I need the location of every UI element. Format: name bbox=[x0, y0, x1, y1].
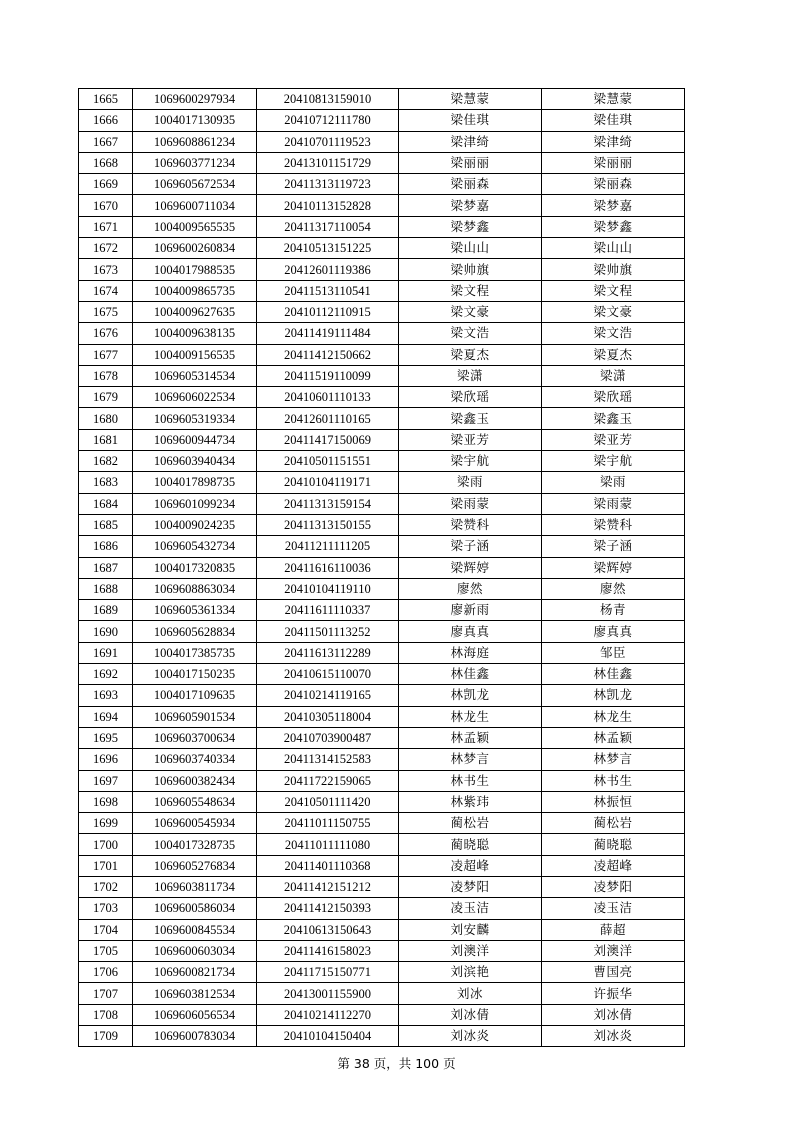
cell-id-number: 1004009565535 bbox=[133, 216, 257, 237]
cell-sequence: 1676 bbox=[79, 323, 133, 344]
cell-sequence: 1680 bbox=[79, 408, 133, 429]
cell-name-confirm: 梁帅旗 bbox=[542, 259, 685, 280]
cell-exam-number: 20410615110070 bbox=[257, 664, 399, 685]
cell-exam-number: 20411722159065 bbox=[257, 770, 399, 791]
cell-sequence: 1677 bbox=[79, 344, 133, 365]
cell-name-confirm: 邹臣 bbox=[542, 642, 685, 663]
cell-sequence: 1679 bbox=[79, 387, 133, 408]
cell-exam-number: 20413001155900 bbox=[257, 983, 399, 1004]
cell-name: 刘安麟 bbox=[399, 919, 542, 940]
cell-name: 林紫玮 bbox=[399, 791, 542, 812]
cell-sequence: 1694 bbox=[79, 706, 133, 727]
table-row bbox=[79, 514, 685, 535]
cell-name: 廖新雨 bbox=[399, 600, 542, 621]
cell-name-confirm: 廖真真 bbox=[542, 621, 685, 642]
cell-id-number: 1069605314534 bbox=[133, 365, 257, 386]
cell-sequence: 1668 bbox=[79, 152, 133, 173]
cell-id-number: 1069603771234 bbox=[133, 152, 257, 173]
cell-exam-number: 20412601110165 bbox=[257, 408, 399, 429]
cell-sequence: 1709 bbox=[79, 1026, 133, 1047]
table-row bbox=[79, 727, 685, 748]
cell-name: 梁津绮 bbox=[399, 131, 542, 152]
table-row bbox=[79, 749, 685, 770]
cell-id-number: 1069603812534 bbox=[133, 983, 257, 1004]
cell-id-number: 1069606056534 bbox=[133, 1004, 257, 1025]
cell-sequence: 1681 bbox=[79, 429, 133, 450]
cell-id-number: 1069608861234 bbox=[133, 131, 257, 152]
cell-name: 蔺松岩 bbox=[399, 813, 542, 834]
table-row bbox=[79, 642, 685, 663]
cell-sequence: 1672 bbox=[79, 238, 133, 259]
table-row bbox=[79, 344, 685, 365]
cell-id-number: 1069605901534 bbox=[133, 706, 257, 727]
cell-name: 梁亚芳 bbox=[399, 429, 542, 450]
cell-id-number: 1004009627635 bbox=[133, 301, 257, 322]
cell-sequence: 1696 bbox=[79, 749, 133, 770]
cell-sequence: 1674 bbox=[79, 280, 133, 301]
cell-sequence: 1683 bbox=[79, 472, 133, 493]
cell-name: 梁梦嘉 bbox=[399, 195, 542, 216]
cell-exam-number: 20411611110337 bbox=[257, 600, 399, 621]
cell-name-confirm: 林书生 bbox=[542, 770, 685, 791]
cell-id-number: 1069603700634 bbox=[133, 727, 257, 748]
cell-sequence: 1695 bbox=[79, 727, 133, 748]
cell-name: 刘冰倩 bbox=[399, 1004, 542, 1025]
cell-id-number: 1069600845534 bbox=[133, 919, 257, 940]
cell-name-confirm: 梁欣瑶 bbox=[542, 387, 685, 408]
cell-id-number: 1069605672534 bbox=[133, 174, 257, 195]
cell-name: 凌玉洁 bbox=[399, 898, 542, 919]
cell-name: 林海庭 bbox=[399, 642, 542, 663]
table-row bbox=[79, 557, 685, 578]
cell-name: 廖真真 bbox=[399, 621, 542, 642]
table-row bbox=[79, 1026, 685, 1047]
table-row bbox=[79, 216, 685, 237]
cell-id-number: 1069603811734 bbox=[133, 876, 257, 897]
cell-id-number: 1069600382434 bbox=[133, 770, 257, 791]
cell-name-confirm: 梁津绮 bbox=[542, 131, 685, 152]
cell-name: 刘冰 bbox=[399, 983, 542, 1004]
cell-name-confirm: 蔺松岩 bbox=[542, 813, 685, 834]
cell-id-number: 1069603740334 bbox=[133, 749, 257, 770]
cell-name-confirm: 凌梦阳 bbox=[542, 876, 685, 897]
cell-name-confirm: 梁慧蒙 bbox=[542, 89, 685, 110]
table-row bbox=[79, 408, 685, 429]
cell-exam-number: 20411317110054 bbox=[257, 216, 399, 237]
cell-id-number: 1069600711034 bbox=[133, 195, 257, 216]
cell-name: 刘冰炎 bbox=[399, 1026, 542, 1047]
cell-exam-number: 20410501151551 bbox=[257, 451, 399, 472]
table-row bbox=[79, 621, 685, 642]
cell-name-confirm: 梁子涵 bbox=[542, 536, 685, 557]
cell-sequence: 1692 bbox=[79, 664, 133, 685]
cell-name: 梁文浩 bbox=[399, 323, 542, 344]
cell-name-confirm: 梁文豪 bbox=[542, 301, 685, 322]
cell-name-confirm: 梁丽丽 bbox=[542, 152, 685, 173]
cell-exam-number: 20410712111780 bbox=[257, 110, 399, 131]
cell-id-number: 1004009156535 bbox=[133, 344, 257, 365]
cell-sequence: 1669 bbox=[79, 174, 133, 195]
cell-sequence: 1707 bbox=[79, 983, 133, 1004]
cell-name: 梁佳琪 bbox=[399, 110, 542, 131]
cell-name-confirm: 林振恒 bbox=[542, 791, 685, 812]
cell-name-confirm: 凌玉洁 bbox=[542, 898, 685, 919]
roster-table-container bbox=[78, 88, 684, 1047]
table-row bbox=[79, 280, 685, 301]
cell-sequence: 1670 bbox=[79, 195, 133, 216]
table-row bbox=[79, 791, 685, 812]
cell-sequence: 1703 bbox=[79, 898, 133, 919]
cell-name: 林书生 bbox=[399, 770, 542, 791]
table-row bbox=[79, 174, 685, 195]
cell-sequence: 1691 bbox=[79, 642, 133, 663]
cell-exam-number: 20411412151212 bbox=[257, 876, 399, 897]
cell-name-confirm: 凌超峰 bbox=[542, 855, 685, 876]
cell-id-number: 1069600545934 bbox=[133, 813, 257, 834]
cell-name: 梁鑫玉 bbox=[399, 408, 542, 429]
table-row bbox=[79, 876, 685, 897]
cell-name: 梁丽森 bbox=[399, 174, 542, 195]
cell-id-number: 1069600260834 bbox=[133, 238, 257, 259]
table-row bbox=[79, 152, 685, 173]
cell-exam-number: 20411419111484 bbox=[257, 323, 399, 344]
table-row bbox=[79, 983, 685, 1004]
cell-id-number: 1004017150235 bbox=[133, 664, 257, 685]
cell-exam-number: 20411715150771 bbox=[257, 962, 399, 983]
table-row bbox=[79, 89, 685, 110]
cell-exam-number: 20411313150155 bbox=[257, 514, 399, 535]
cell-id-number: 1004017385735 bbox=[133, 642, 257, 663]
cell-name-confirm: 梁鑫玉 bbox=[542, 408, 685, 429]
cell-sequence: 1687 bbox=[79, 557, 133, 578]
table-row bbox=[79, 706, 685, 727]
cell-name-confirm: 林佳鑫 bbox=[542, 664, 685, 685]
cell-name: 梁雨 bbox=[399, 472, 542, 493]
cell-id-number: 1004009638135 bbox=[133, 323, 257, 344]
cell-id-number: 1069600783034 bbox=[133, 1026, 257, 1047]
cell-name: 梁欣瑶 bbox=[399, 387, 542, 408]
cell-name: 梁赞科 bbox=[399, 514, 542, 535]
cell-exam-number: 20410214119165 bbox=[257, 685, 399, 706]
cell-exam-number: 20411412150662 bbox=[257, 344, 399, 365]
cell-exam-number: 20411011150755 bbox=[257, 813, 399, 834]
cell-id-number: 1069603940434 bbox=[133, 451, 257, 472]
cell-name-confirm: 梁辉婷 bbox=[542, 557, 685, 578]
cell-exam-number: 20410104119110 bbox=[257, 578, 399, 599]
cell-exam-number: 20410112110915 bbox=[257, 301, 399, 322]
cell-name-confirm: 梁梦嘉 bbox=[542, 195, 685, 216]
cell-name: 林佳鑫 bbox=[399, 664, 542, 685]
cell-sequence: 1699 bbox=[79, 813, 133, 834]
cell-name: 梁丽丽 bbox=[399, 152, 542, 173]
table-row bbox=[79, 578, 685, 599]
cell-exam-number: 20410104119171 bbox=[257, 472, 399, 493]
cell-name-confirm: 曹国亮 bbox=[542, 962, 685, 983]
cell-name-confirm: 梁文浩 bbox=[542, 323, 685, 344]
cell-name: 梁帅旗 bbox=[399, 259, 542, 280]
cell-id-number: 1069600297934 bbox=[133, 89, 257, 110]
cell-exam-number: 20410703900487 bbox=[257, 727, 399, 748]
cell-sequence: 1682 bbox=[79, 451, 133, 472]
table-row bbox=[79, 536, 685, 557]
table-row bbox=[79, 323, 685, 344]
table-row bbox=[79, 301, 685, 322]
cell-exam-number: 20411417150069 bbox=[257, 429, 399, 450]
cell-name-confirm: 梁雨 bbox=[542, 472, 685, 493]
cell-name-confirm: 杨青 bbox=[542, 600, 685, 621]
cell-sequence: 1685 bbox=[79, 514, 133, 535]
table-row bbox=[79, 664, 685, 685]
cell-name-confirm: 林孟颖 bbox=[542, 727, 685, 748]
cell-name-confirm: 梁丽森 bbox=[542, 174, 685, 195]
cell-name: 林孟颖 bbox=[399, 727, 542, 748]
cell-name: 梁潇 bbox=[399, 365, 542, 386]
table-row bbox=[79, 451, 685, 472]
cell-name-confirm: 梁亚芳 bbox=[542, 429, 685, 450]
cell-name-confirm: 梁潇 bbox=[542, 365, 685, 386]
cell-exam-number: 20411313119723 bbox=[257, 174, 399, 195]
cell-sequence: 1684 bbox=[79, 493, 133, 514]
cell-sequence: 1675 bbox=[79, 301, 133, 322]
cell-name: 蔺晓聪 bbox=[399, 834, 542, 855]
cell-name: 梁子涵 bbox=[399, 536, 542, 557]
cell-name: 廖然 bbox=[399, 578, 542, 599]
cell-exam-number: 20410214112270 bbox=[257, 1004, 399, 1025]
cell-id-number: 1069605548634 bbox=[133, 791, 257, 812]
cell-id-number: 1004017130935 bbox=[133, 110, 257, 131]
cell-sequence: 1701 bbox=[79, 855, 133, 876]
cell-exam-number: 20411211111205 bbox=[257, 536, 399, 557]
cell-id-number: 1069601099234 bbox=[133, 493, 257, 514]
cell-exam-number: 20412601119386 bbox=[257, 259, 399, 280]
table-row bbox=[79, 472, 685, 493]
cell-id-number: 1069605319334 bbox=[133, 408, 257, 429]
cell-name-confirm: 蔺晓聪 bbox=[542, 834, 685, 855]
table-row bbox=[79, 940, 685, 961]
cell-name-confirm: 林龙生 bbox=[542, 706, 685, 727]
cell-sequence: 1702 bbox=[79, 876, 133, 897]
cell-name: 刘滨艳 bbox=[399, 962, 542, 983]
cell-id-number: 1004017988535 bbox=[133, 259, 257, 280]
cell-sequence: 1704 bbox=[79, 919, 133, 940]
table-row bbox=[79, 195, 685, 216]
cell-name: 林凯龙 bbox=[399, 685, 542, 706]
cell-name-confirm: 梁宇航 bbox=[542, 451, 685, 472]
cell-id-number: 1004017109635 bbox=[133, 685, 257, 706]
cell-name: 梁山山 bbox=[399, 238, 542, 259]
cell-exam-number: 20411416158023 bbox=[257, 940, 399, 961]
cell-exam-number: 20410613150643 bbox=[257, 919, 399, 940]
cell-name: 梁宇航 bbox=[399, 451, 542, 472]
cell-id-number: 1004017320835 bbox=[133, 557, 257, 578]
cell-name-confirm: 薛超 bbox=[542, 919, 685, 940]
cell-name: 刘澳洋 bbox=[399, 940, 542, 961]
cell-name-confirm: 刘冰倩 bbox=[542, 1004, 685, 1025]
cell-id-number: 1069608863034 bbox=[133, 578, 257, 599]
cell-exam-number: 20411412150393 bbox=[257, 898, 399, 919]
cell-name: 凌梦阳 bbox=[399, 876, 542, 897]
cell-id-number: 1004009024235 bbox=[133, 514, 257, 535]
roster-table-body bbox=[79, 89, 685, 1047]
cell-sequence: 1690 bbox=[79, 621, 133, 642]
cell-name: 梁雨蒙 bbox=[399, 493, 542, 514]
cell-name-confirm: 廖然 bbox=[542, 578, 685, 599]
cell-name-confirm: 林凯龙 bbox=[542, 685, 685, 706]
table-row bbox=[79, 259, 685, 280]
cell-id-number: 1069600944734 bbox=[133, 429, 257, 450]
cell-name-confirm: 梁赞科 bbox=[542, 514, 685, 535]
roster-table bbox=[78, 88, 685, 1047]
cell-exam-number: 20410305118004 bbox=[257, 706, 399, 727]
cell-sequence: 1673 bbox=[79, 259, 133, 280]
cell-sequence: 1665 bbox=[79, 89, 133, 110]
cell-exam-number: 20410513151225 bbox=[257, 238, 399, 259]
cell-name-confirm: 梁梦鑫 bbox=[542, 216, 685, 237]
cell-id-number: 1069600603034 bbox=[133, 940, 257, 961]
cell-sequence: 1667 bbox=[79, 131, 133, 152]
cell-id-number: 1004017328735 bbox=[133, 834, 257, 855]
table-row bbox=[79, 493, 685, 514]
cell-name-confirm: 林梦言 bbox=[542, 749, 685, 770]
cell-name: 梁夏杰 bbox=[399, 344, 542, 365]
cell-exam-number: 20410501111420 bbox=[257, 791, 399, 812]
cell-sequence: 1686 bbox=[79, 536, 133, 557]
cell-id-number: 1069600586034 bbox=[133, 898, 257, 919]
cell-name: 梁辉婷 bbox=[399, 557, 542, 578]
cell-exam-number: 20410813159010 bbox=[257, 89, 399, 110]
cell-sequence: 1697 bbox=[79, 770, 133, 791]
cell-sequence: 1700 bbox=[79, 834, 133, 855]
cell-name: 林梦言 bbox=[399, 749, 542, 770]
cell-id-number: 1069600821734 bbox=[133, 962, 257, 983]
table-row bbox=[79, 919, 685, 940]
cell-name-confirm: 梁夏杰 bbox=[542, 344, 685, 365]
cell-exam-number: 20411314152583 bbox=[257, 749, 399, 770]
table-row bbox=[79, 855, 685, 876]
cell-name-confirm: 梁文程 bbox=[542, 280, 685, 301]
table-row bbox=[79, 110, 685, 131]
cell-sequence: 1671 bbox=[79, 216, 133, 237]
table-row bbox=[79, 238, 685, 259]
cell-id-number: 1069606022534 bbox=[133, 387, 257, 408]
cell-name-confirm: 许振华 bbox=[542, 983, 685, 1004]
table-row bbox=[79, 429, 685, 450]
cell-exam-number: 20410104150404 bbox=[257, 1026, 399, 1047]
cell-id-number: 1069605432734 bbox=[133, 536, 257, 557]
cell-name: 凌超峰 bbox=[399, 855, 542, 876]
table-row bbox=[79, 813, 685, 834]
cell-sequence: 1678 bbox=[79, 365, 133, 386]
cell-exam-number: 20411519110099 bbox=[257, 365, 399, 386]
cell-name: 林龙生 bbox=[399, 706, 542, 727]
table-row bbox=[79, 387, 685, 408]
table-row bbox=[79, 685, 685, 706]
cell-sequence: 1708 bbox=[79, 1004, 133, 1025]
cell-exam-number: 20411513110541 bbox=[257, 280, 399, 301]
cell-id-number: 1004009865735 bbox=[133, 280, 257, 301]
table-row bbox=[79, 898, 685, 919]
table-row bbox=[79, 770, 685, 791]
cell-sequence: 1666 bbox=[79, 110, 133, 131]
cell-name: 梁慧蒙 bbox=[399, 89, 542, 110]
page-footer: 第 38 页，共 100 页 bbox=[337, 1056, 456, 1071]
cell-exam-number: 20411613112289 bbox=[257, 642, 399, 663]
cell-id-number: 1069605628834 bbox=[133, 621, 257, 642]
cell-exam-number: 20410701119523 bbox=[257, 131, 399, 152]
table-row bbox=[79, 1004, 685, 1025]
cell-name: 梁文程 bbox=[399, 280, 542, 301]
cell-exam-number: 20410113152828 bbox=[257, 195, 399, 216]
cell-sequence: 1693 bbox=[79, 685, 133, 706]
cell-name-confirm: 刘澳洋 bbox=[542, 940, 685, 961]
cell-sequence: 1688 bbox=[79, 578, 133, 599]
cell-sequence: 1706 bbox=[79, 962, 133, 983]
table-row bbox=[79, 962, 685, 983]
cell-name: 梁文豪 bbox=[399, 301, 542, 322]
cell-id-number: 1069605276834 bbox=[133, 855, 257, 876]
table-row bbox=[79, 834, 685, 855]
cell-id-number: 1004017898735 bbox=[133, 472, 257, 493]
table-row bbox=[79, 365, 685, 386]
cell-sequence: 1689 bbox=[79, 600, 133, 621]
cell-sequence: 1705 bbox=[79, 940, 133, 961]
cell-exam-number: 20411616110036 bbox=[257, 557, 399, 578]
table-row bbox=[79, 600, 685, 621]
cell-name-confirm: 梁雨蒙 bbox=[542, 493, 685, 514]
cell-name-confirm: 刘冰炎 bbox=[542, 1026, 685, 1047]
cell-sequence: 1698 bbox=[79, 791, 133, 812]
cell-exam-number: 20411313159154 bbox=[257, 493, 399, 514]
cell-exam-number: 20411401110368 bbox=[257, 855, 399, 876]
cell-exam-number: 20411011111080 bbox=[257, 834, 399, 855]
cell-id-number: 1069605361334 bbox=[133, 600, 257, 621]
cell-exam-number: 20411501113252 bbox=[257, 621, 399, 642]
cell-name-confirm: 梁山山 bbox=[542, 238, 685, 259]
cell-name: 梁梦鑫 bbox=[399, 216, 542, 237]
cell-name-confirm: 梁佳琪 bbox=[542, 110, 685, 131]
table-row bbox=[79, 131, 685, 152]
cell-exam-number: 20413101151729 bbox=[257, 152, 399, 173]
cell-exam-number: 20410601110133 bbox=[257, 387, 399, 408]
